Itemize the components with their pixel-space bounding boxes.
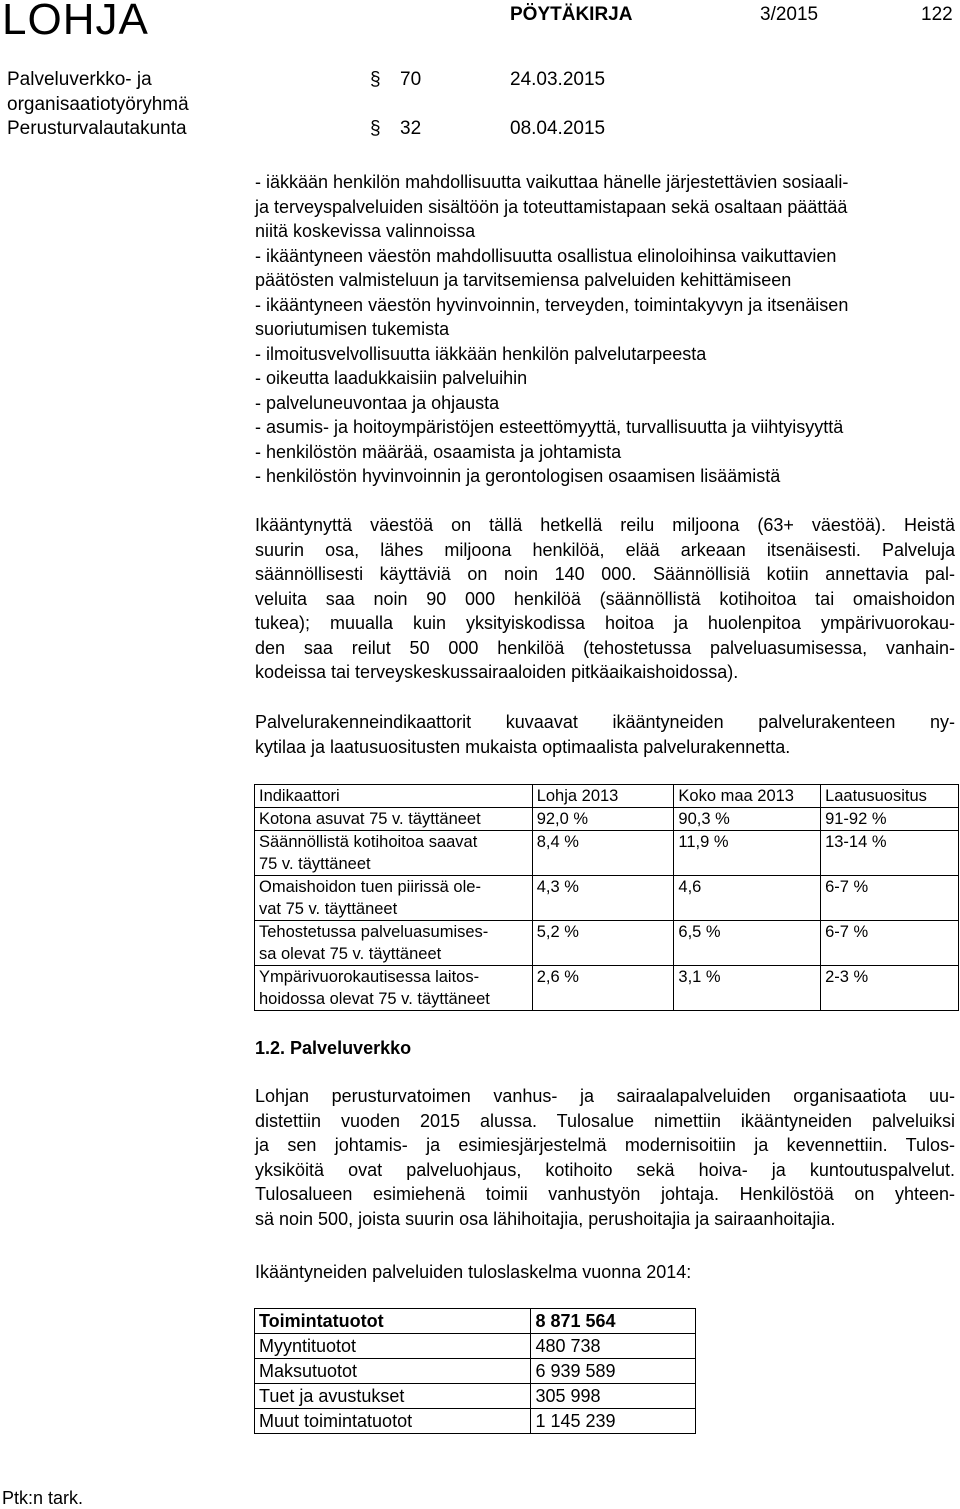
list-item: - ikääntyneen väestön mahdollisuutta osallistua elinoloihinsa vaikuttavien bbox=[255, 245, 837, 266]
income-table bbox=[254, 1308, 696, 1434]
paragraph-line: kytilaa ja laatusuositusten mukaista optimaalista palvelurakennetta. bbox=[255, 736, 791, 757]
table-row bbox=[255, 966, 959, 1011]
header-cell: Indikaattori bbox=[255, 785, 533, 808]
paragraph-line: Lohjan perusturvatoimen vanhus- ja sairaalapalveluiden organisaatiota uu- bbox=[255, 1086, 955, 1106]
list-item: - asumis- ja hoitoympäristöjen esteettömyyttä, turvallisuutta ja viihtyisyyttä bbox=[255, 417, 844, 437]
list-item: ja terveyspalveluiden sisältöön ja toteuttamistapaan sekä osaltaan päättää bbox=[255, 196, 848, 217]
suositus-value: 13-14 % bbox=[821, 831, 959, 876]
income-value: 6 939 589 bbox=[531, 1359, 696, 1384]
table-header-row bbox=[255, 785, 959, 808]
section-symbol: § bbox=[370, 69, 381, 90]
income-label: Maksutuotot bbox=[255, 1359, 531, 1384]
lohja-value: 5,2 % bbox=[532, 921, 674, 966]
section-number: 70 bbox=[400, 69, 422, 90]
koko-maa-value: 3,1 % bbox=[674, 966, 821, 1011]
paragraph-line: kodeissa tai terveyskeskussairaaloiden pitkäaikaishoidossa). bbox=[255, 662, 739, 682]
paragraph-line: suurin osa, lähes miljoona henkilöä, elää arkeaan itsenäisesti. Palveluja bbox=[255, 539, 955, 560]
body-name-line-1: Palveluverkko- ja bbox=[7, 69, 152, 90]
table-row bbox=[255, 1384, 696, 1409]
koko-maa-value: 6,5 % bbox=[674, 921, 821, 966]
body-name: Perusturvalautakunta bbox=[7, 118, 187, 139]
table-row bbox=[255, 1409, 696, 1434]
income-value: 8 871 564 bbox=[531, 1309, 696, 1334]
list-item: - henkilöstön määrää, osaamista ja johtamista bbox=[255, 441, 622, 462]
list-item: - ilmoitusvelvollisuutta iäkkään henkilön palvelutarpeesta bbox=[255, 343, 707, 364]
table-row bbox=[255, 831, 959, 876]
indicator-name: Tehostetussa palveluasumises- sa olevat 75 v. täyttäneet bbox=[255, 921, 533, 966]
bullet-list bbox=[255, 170, 955, 489]
page-number: 122 bbox=[921, 4, 953, 25]
paragraph-line: Tulosalueen esimiehenä toimii vanhustyön johtaja. Henkilöstöä on yhteen- bbox=[255, 1184, 955, 1204]
header-cell: Koko maa 2013 bbox=[674, 785, 821, 808]
paragraph-line: Ikääntynyttä väestöä on tällä hetkellä reilu miljoona (63+ väestöä). Heistä bbox=[255, 515, 955, 535]
lohja-value: 8,4 % bbox=[532, 831, 674, 876]
paragraph-line: den saa reilut 50 000 henkilöä (tehostetussa palveluasumisessa, vanhain- bbox=[255, 637, 955, 658]
paragraph-population bbox=[255, 513, 955, 685]
paragraph-line: Palvelurakenneindikaattorit kuvaavat ikääntyneiden palvelurakenteen ny- bbox=[255, 712, 955, 732]
paragraph-line: säännöllisesti käyttäviä on noin 140 000. Säännöllisiä kotiin annettavia pal- bbox=[255, 564, 955, 584]
paragraph-line: distettiin vuoden 2015 alussa. Tulosalue nimettiin ikääntyneiden palveluiksi bbox=[255, 1110, 955, 1131]
indicator-name: Säännöllistä kotihoitoa saavat 75 v. täyttäneet bbox=[255, 831, 533, 876]
table-row bbox=[255, 1359, 696, 1384]
paragraph-line: sä noin 500, joista suurin osa lähihoitajia, perushoitajia ja sairaanhoitajia. bbox=[255, 1208, 836, 1229]
section-heading: 1.2. Palveluverkko bbox=[255, 1038, 412, 1058]
income-label: Myyntituotot bbox=[255, 1334, 531, 1359]
paragraph-line: veluita saa noin 90 000 henkilöä (säännöllistä kotihoitoa tai omaishoidon bbox=[255, 588, 955, 609]
minutes-checker-label: Ptk:n tark. bbox=[2, 1488, 84, 1508]
table-row bbox=[255, 876, 959, 921]
list-item: - iäkkään henkilön mahdollisuutta vaikuttaa hänelle järjestettävien sosiaali- bbox=[255, 172, 849, 192]
suositus-value: 2-3 % bbox=[821, 966, 959, 1011]
lohja-value: 2,6 % bbox=[532, 966, 674, 1011]
table-row bbox=[255, 921, 959, 966]
paragraph-line: tukea); muualla kuin yksityiskodissa hoitoa ja huolenpitoa ympärivuorokau- bbox=[255, 613, 955, 633]
paragraph-line: Ikääntyneiden palveluiden tuloslaskelma vuonna 2014: bbox=[255, 1262, 692, 1282]
indicator-name: Ympärivuorokautisessa laitos- hoidossa olevat 75 v. täyttäneet bbox=[255, 966, 533, 1011]
income-value: 305 998 bbox=[531, 1384, 696, 1409]
indicator-name: Omaishoidon tuen piirissä ole- vat 75 v. täyttäneet bbox=[255, 876, 533, 921]
list-item: - palveluneuvontaa ja ohjausta bbox=[255, 392, 500, 413]
koko-maa-value: 90,3 % bbox=[674, 808, 821, 831]
document-type: PÖYTÄKIRJA bbox=[510, 4, 633, 25]
table-row bbox=[255, 1309, 696, 1334]
koko-maa-value: 11,9 % bbox=[674, 831, 821, 876]
list-item: päätösten valmisteluun ja tarvitsemiensa palveluiden kehittämiseen bbox=[255, 270, 792, 290]
income-label: Toimintatuotot bbox=[255, 1309, 531, 1334]
list-item: - oikeutta laadukkaisiin palveluihin bbox=[255, 368, 528, 388]
table-row bbox=[255, 808, 959, 831]
meeting-date: 24.03.2015 bbox=[510, 69, 606, 90]
list-item: suoriutumisen tukemista bbox=[255, 319, 450, 339]
paragraph-income-intro bbox=[255, 1260, 955, 1285]
suositus-value: 6-7 % bbox=[821, 921, 959, 966]
paragraph-line: yksiköitä ovat palveluohjaus, kotihoito sekä hoiva- ja kuntoutuspalvelut. bbox=[255, 1159, 955, 1180]
logo: LOHJA bbox=[2, 0, 149, 44]
suositus-value: 91-92 % bbox=[821, 808, 959, 831]
paragraph-indicators bbox=[255, 710, 955, 759]
list-item: - ikääntyneen väestön hyvinvoinnin, terveyden, toimintakyvyn ja itsenäisen bbox=[255, 294, 849, 315]
indicator-name: Kotona asuvat 75 v. täyttäneet bbox=[255, 808, 533, 831]
koko-maa-value: 4,6 bbox=[674, 876, 821, 921]
suositus-value: 6-7 % bbox=[821, 876, 959, 921]
meeting-date: 08.04.2015 bbox=[510, 118, 606, 139]
section-number: 32 bbox=[400, 118, 422, 139]
list-item: - henkilöstön hyvinvoinnin ja gerontologisen osaamisen lisäämistä bbox=[255, 466, 781, 486]
list-item: niitä koskevissa valinnoissa bbox=[255, 221, 476, 241]
lohja-value: 4,3 % bbox=[532, 876, 674, 921]
income-value: 1 145 239 bbox=[531, 1409, 696, 1434]
lohja-value: 92,0 % bbox=[532, 808, 674, 831]
income-label: Muut toimintatuotot bbox=[255, 1409, 531, 1434]
document-number: 3/2015 bbox=[760, 4, 819, 25]
paragraph-line: ja sen johtamis- ja esimiesjärjestelmä modernisoitiin ja kevennettiin. Tulos- bbox=[255, 1135, 955, 1155]
table-row bbox=[255, 1334, 696, 1359]
indicator-table bbox=[254, 784, 959, 1011]
income-value: 480 738 bbox=[531, 1334, 696, 1359]
header-cell: Laatusuositus bbox=[821, 785, 959, 808]
header-cell: Lohja 2013 bbox=[532, 785, 674, 808]
income-label: Tuet ja avustukset bbox=[255, 1384, 531, 1409]
section-symbol: § bbox=[370, 118, 381, 139]
body-name-line-2: organisaatiotyöryhmä bbox=[7, 94, 189, 115]
paragraph-organisation bbox=[255, 1084, 955, 1231]
